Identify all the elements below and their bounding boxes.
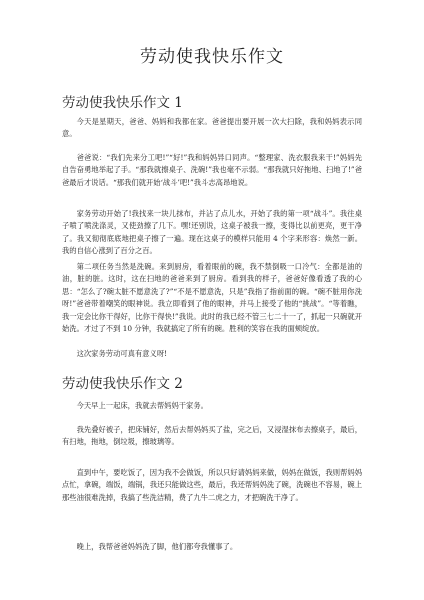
section-1-paragraph-4: 第二项任务当然是洗碗。来到厨房，看着眼前的碗，我不禁倒吸一口冷气：全都是油的油，脏的脏。这时，这在扫地的爸爸来到了厨房。看到我的样子，爸爸好像看透了我的心思：“怎么了?碗太脏不愿意洗了?”“不是不愿意洗，只是”我指了指前面的碗。“碗不脏用你洗呀!”爸爸带着嘲笑的眼神说。我立即看到了他的眼神，并马上接受了他的“挑战”。“等着瞧，我一定会比你干得好，比你干得快!”我说。此时的我已经不管三七二十一了，抓起一只碗就开始洗。才过了不到 10 分钟，我就搞定了所有的碗。胜利的笑容在我的面颊绽放。 [62, 262, 362, 334]
section-2-paragraph-2: 我先叠好被子，把床铺好，然后去帮妈妈买了盐，完之后，又浸湿抹布去擦桌子，最后，有扫地，拖地，倒垃圾，擦玻璃等。 [62, 425, 362, 447]
section-1-paragraph-5: 这次家务劳动可真有意义呀! [76, 349, 168, 358]
page-title: 劳动使我快乐作文 [140, 47, 284, 67]
section-1-paragraph-3: 家务劳动开始了!我找来一块儿抹布，并沾了点儿水，开始了我的第一项“战斗”。我往桌子喷了喷洗涤灵，又使劲擦了几下。嘿!还别说，这桌子被我一擦，变得比以前更亮，更干净了。我又彻彻底底地把桌子擦了一遍。现在这桌子的模样只能用 4 个字来形容：焕然一新。我的自信心涨到了百分之百。 [62, 209, 362, 256]
section-1-paragraph-1: 今天是星期天，爸爸、妈妈和我都在家。爸爸提出要开展一次大扫除，我和妈妈表示同意。 [62, 117, 362, 139]
section-1-paragraph-2: 爸爸说：“我们先来分工吧!”“好!”我和妈妈异口同声。“整理家、洗衣服我来干!”妈妈先自告奋勇地举起了手。“那我就擦桌子、洗碗!”我也毫不示弱。“那我就只好拖地、扫地了!”爸爸最后才说话。“那我们就开始‘战斗’吧!”我斗志高昂地说。 [62, 153, 362, 187]
section-2-paragraph-3: 直到中午，要吃饭了，因为我不会做饭，所以只好请妈妈来做，妈妈在做饭，我则帮妈妈点忙，拿碗，端饭，端锅，我还只能做这些，最后，我还帮妈妈洗了碗，洗碗也不容易，碗上那些油很难洗掉，我搞了些洗洁精，费了九牛二虎之力，才把碗洗干净了。 [62, 468, 362, 502]
section-2-paragraph-1: 今天早上一起床，我就去帮妈妈干家务。 [76, 401, 208, 410]
section-2-heading: 劳动使我快乐作文 2 [62, 376, 183, 392]
section-2-paragraph-4: 晚上，我帮爸爸妈妈洗了脚，他们都夸我懂事了。 [76, 542, 238, 551]
section-1-heading: 劳动使我快乐作文 1 [62, 95, 183, 111]
